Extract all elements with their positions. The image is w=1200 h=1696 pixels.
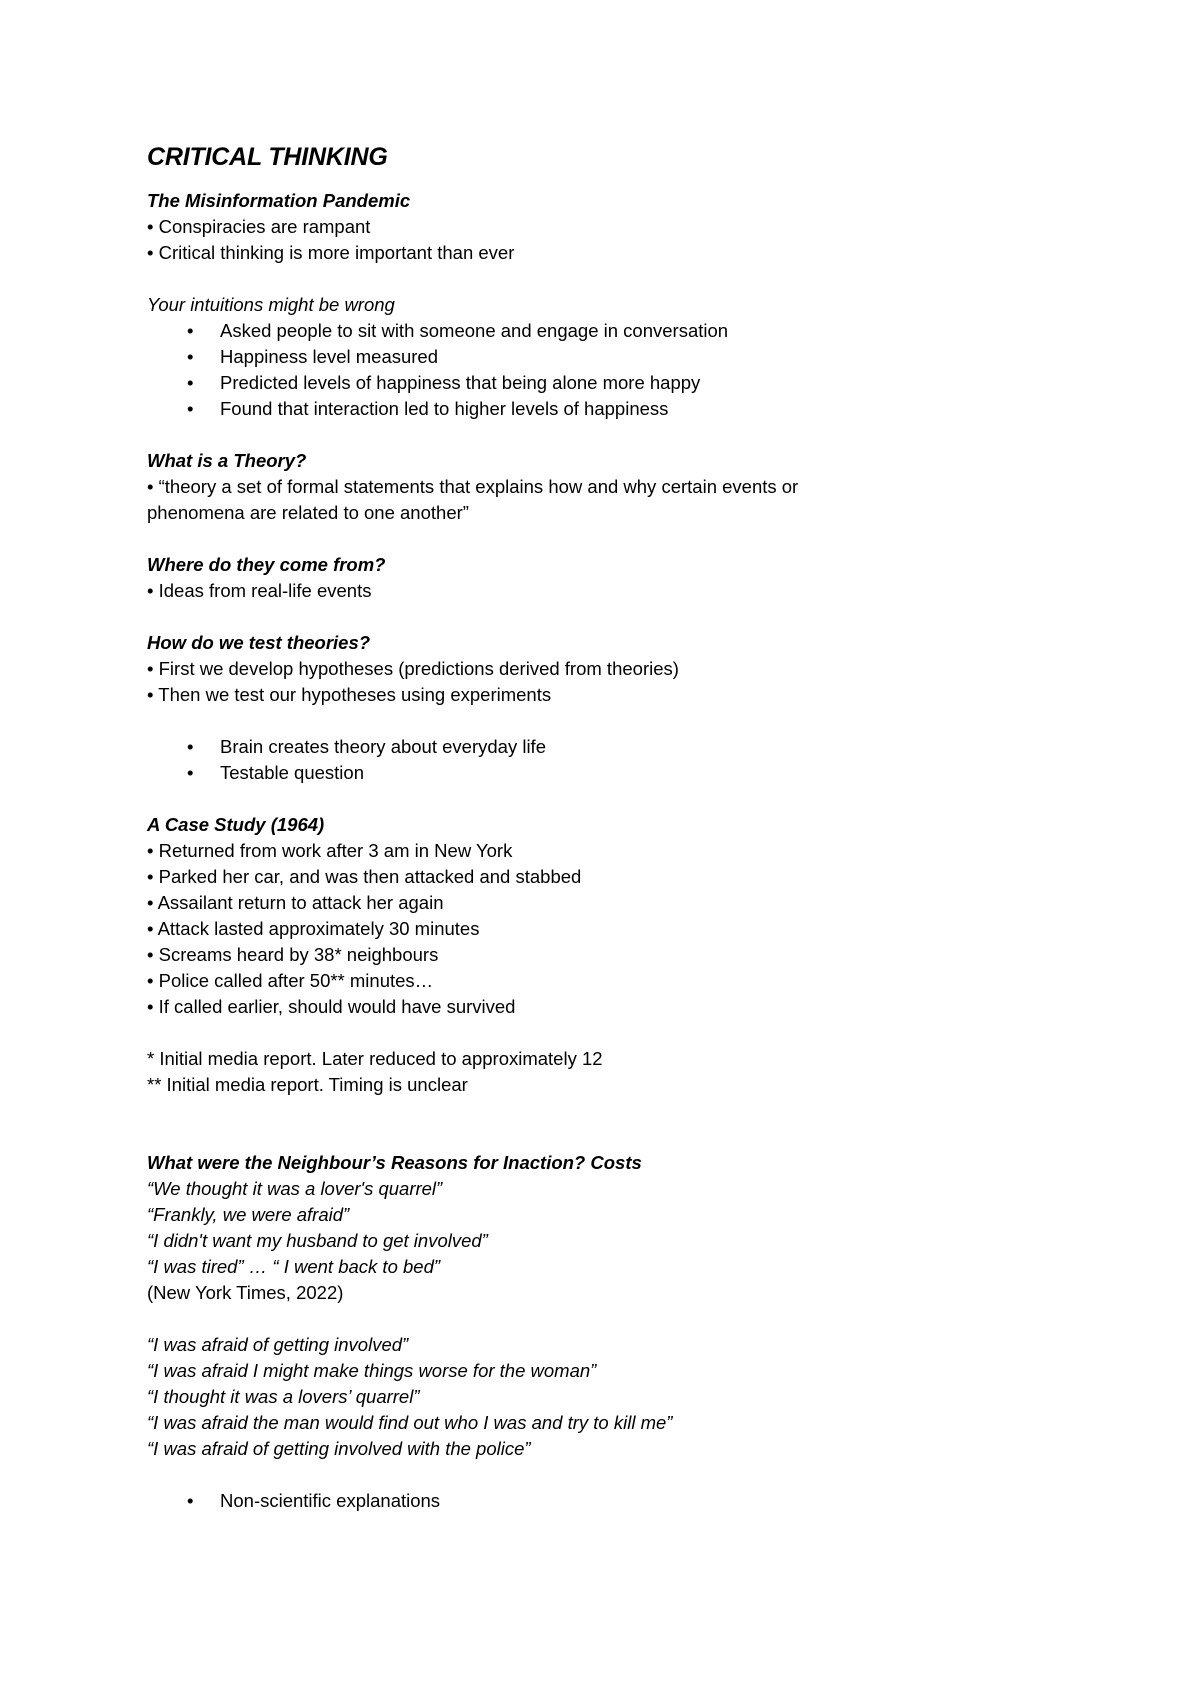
bullet-dot-icon: • — [187, 1490, 194, 1511]
section-case-study — [147, 812, 1047, 1098]
bullet-item: • Then we test our hypotheses using experiments — [147, 684, 552, 705]
list-item-text: Testable question — [220, 762, 364, 783]
footnote: * Initial media report. Later reduced to approximately 12 — [147, 1048, 603, 1069]
quote-line: “We thought it was a lover's quarrel” — [147, 1178, 443, 1199]
section-heading: How do we test theories? — [147, 632, 371, 653]
quote-line: “I was afraid of getting involved with the police” — [147, 1438, 531, 1459]
bullet-item: • Parked her car, and was then attacked and stabbed — [147, 866, 582, 887]
footnote: ** Initial media report. Timing is unclear — [147, 1074, 468, 1095]
quote-line: “I was tired” … “ I went back to bed” — [147, 1256, 441, 1277]
section-reasons — [147, 1150, 1047, 1514]
list-item — [187, 344, 1047, 370]
section-theory — [147, 448, 1047, 526]
bullet-dot-icon: • — [187, 736, 194, 757]
section-misinformation — [147, 188, 1047, 266]
bullet-list — [147, 734, 1047, 786]
quote-line: “I was afraid I might make things worse for the woman” — [147, 1360, 597, 1381]
list-item — [187, 318, 1047, 344]
list-item-text: Predicted levels of happiness that being alone more happy — [220, 372, 701, 393]
list-item — [187, 370, 1047, 396]
section-heading: The Misinformation Pandemic — [147, 190, 411, 211]
section-test — [147, 630, 1047, 786]
quote-line: “I was afraid the man would find out who I was and try to kill me” — [147, 1412, 673, 1433]
document-title: CRITICAL THINKING — [147, 143, 388, 171]
bullet-list — [147, 318, 1047, 422]
quote-line: “I was afraid of getting involved” — [147, 1334, 409, 1355]
list-item-text: Found that interaction led to higher levels of happiness — [220, 398, 669, 419]
list-item — [187, 760, 1047, 786]
section-intuitions — [147, 292, 1047, 422]
section-heading: Where do they come from? — [147, 554, 386, 575]
section-origin — [147, 552, 1047, 604]
bullet-item: • Critical thinking is more important than ever — [147, 242, 515, 263]
bullet-dot-icon: • — [187, 372, 194, 393]
list-item-text: Non-scientific explanations — [220, 1490, 441, 1511]
section-heading: What were the Neighbour’s Reasons for Inaction? Costs — [147, 1152, 642, 1173]
bullet-item: • Screams heard by 38* neighbours — [147, 944, 439, 965]
bullet-item: • Conspiracies are rampant — [147, 216, 371, 237]
bullet-item: • Returned from work after 3 am in New York — [147, 840, 513, 861]
bullet-item: • Police called after 50** minutes… — [147, 970, 434, 991]
bullet-dot-icon: • — [187, 346, 194, 367]
list-item — [187, 734, 1047, 760]
section-heading: A Case Study (1964) — [147, 814, 325, 835]
list-item-text: Asked people to sit with someone and engage in conversation — [220, 320, 729, 341]
bullet-item: • Assailant return to attack her again — [147, 892, 444, 913]
document-body — [147, 140, 1047, 1514]
quote-line: “Frankly, we were afraid” — [147, 1204, 350, 1225]
bullet-item: • Ideas from real-life events — [147, 580, 372, 601]
bullet-list — [147, 1488, 1047, 1514]
list-item — [187, 1488, 1047, 1514]
list-item — [187, 396, 1047, 422]
bullet-item: • If called earlier, should would have survived — [147, 996, 516, 1017]
source-citation: (New York Times, 2022) — [147, 1282, 344, 1303]
bullet-item: • Attack lasted approximately 30 minutes — [147, 918, 480, 939]
section-heading: Your intuitions might be wrong — [147, 294, 395, 315]
quote-line: “I thought it was a lovers’ quarrel” — [147, 1386, 420, 1407]
list-item-text: Happiness level measured — [220, 346, 439, 367]
section-heading: What is a Theory? — [147, 450, 307, 471]
theory-definition: • “theory a set of formal statements that explains how and why certain events or phenomena are related to one another” — [147, 476, 799, 523]
quote-line: “I didn't want my husband to get involved” — [147, 1230, 488, 1251]
bullet-dot-icon: • — [187, 320, 194, 341]
bullet-item: • First we develop hypotheses (predictions derived from theories) — [147, 658, 679, 679]
list-item-text: Brain creates theory about everyday life — [220, 736, 546, 757]
bullet-dot-icon: • — [187, 762, 194, 783]
bullet-dot-icon: • — [187, 398, 194, 419]
